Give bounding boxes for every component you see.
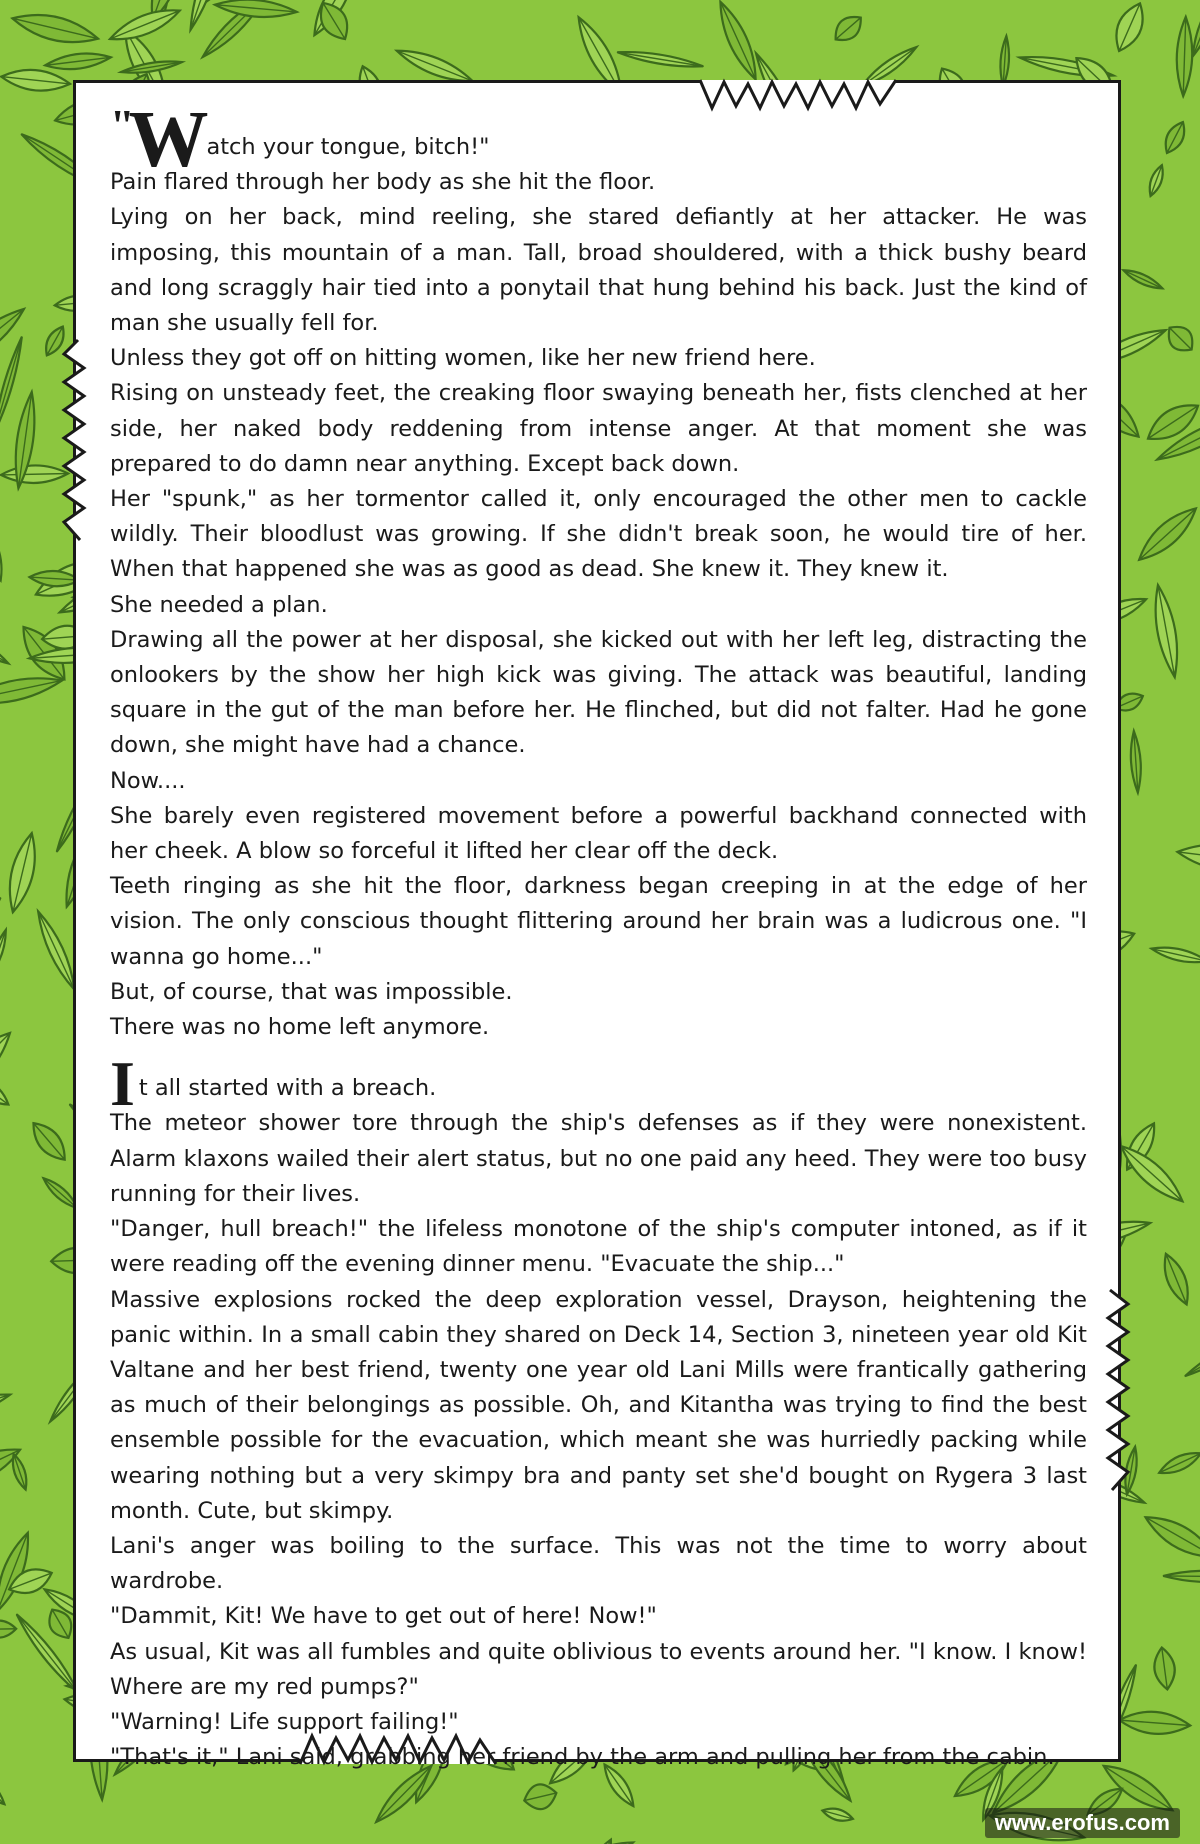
story-paragraph: She needed a plan. bbox=[110, 591, 328, 618]
leaf-shape bbox=[1177, 845, 1200, 870]
leaf-shape bbox=[573, 1840, 611, 1844]
leaf-shape bbox=[1185, 1336, 1200, 1376]
story-paragraph: Now.... bbox=[110, 767, 186, 794]
drop-cap-i: I bbox=[110, 1048, 135, 1120]
story-paragraph: "Dammit, Kit! We have to get out of here! Now!" bbox=[110, 1603, 657, 1630]
leaf-vein bbox=[720, 2, 755, 80]
leaf-shape bbox=[1146, 1517, 1200, 1557]
story-paragraph: But, of course, that was impossible. bbox=[110, 978, 513, 1005]
story-paragraph: Her "spunk," as her tormentor called it, only encouraged the other men to cackle wildly. Their bloodlust was growing. If she didn't break soon, he would tire of her. When that happened she was as good as dead. She knew it. They knew it. bbox=[110, 486, 1087, 583]
leaf-vein bbox=[0, 1629, 16, 1630]
drop-cap-w: W bbox=[128, 96, 207, 184]
section-break bbox=[110, 1045, 1087, 1059]
leaf-vein bbox=[38, 911, 74, 989]
leaf-shape bbox=[0, 1078, 8, 1105]
story-paragraph: Unless they got off on hitting women, like her new friend here. bbox=[110, 345, 816, 372]
story-paragraph: "Warning! Life support failing!" bbox=[110, 1708, 459, 1735]
story-paragraph: "That's it," Lani said, grabbing her friend by the arm and pulling her from the cabin. bbox=[110, 1744, 1055, 1771]
story-paragraph: "Danger, hull breach!" the lifeless monotone of the ship's computer intoned, as if it were reading off the evening dinner menu. "Evacuate the ship..." bbox=[110, 1216, 1087, 1278]
zigzag-edge-right bbox=[1092, 1290, 1132, 1490]
story-paragraph: Lani's anger was boiling to the surface. This was not the time to worry about wardrobe. bbox=[110, 1532, 1087, 1595]
leaf-shape bbox=[0, 337, 22, 433]
story-paragraph: Lying on her back, mind reeling, she stared defiantly at her attacker. He was imposing, this mountain of a man. Tall, broad shouldered, with a thick bushy beard and long scraggly hair tied into a ponytail that hung behind his back. Just the kind of man she usually fell for. bbox=[110, 204, 1087, 337]
leaf-shape bbox=[0, 1033, 10, 1098]
story-paragraph bbox=[110, 1048, 1087, 1120]
zigzag-edge-left bbox=[60, 340, 100, 540]
story-paragraph: Rising on unsteady feet, the creaking floor swaying beneath her, fists clenched at her side, her naked body reddening from intense anger. At that moment she was prepared to do damn near anything. Except back down. bbox=[110, 380, 1087, 477]
story-paragraph: The meteor shower tore through the ship's defenses as if they were nonexistent. Alarm klaxons wailed their alert status, but no one paid any heed. They were too busy running for their lives. bbox=[110, 1110, 1087, 1207]
story-paragraph: As usual, Kit was all fumbles and quite oblivious to events around her. "I know. I know! Where are my red pumps?" bbox=[110, 1638, 1087, 1700]
story-paragraph: There was no home left anymore. bbox=[110, 1014, 490, 1041]
story-paragraph: She barely even registered movement before a powerful backhand connected with her cheek. A blow so forceful it lifted her clear off the deck. bbox=[110, 802, 1087, 865]
story-paragraph: Teeth ringing as she hit the floor, darkness began creeping in at the edge of her vision. The only conscious thought flittering around her brain was a ludicrous one. "I wanna go home..." bbox=[110, 873, 1087, 970]
story-paragraph: Pain flared through her body as she hit the floor. bbox=[110, 169, 656, 196]
opening-quote-mark: " bbox=[110, 101, 135, 150]
leaf-vein bbox=[1139, 508, 1196, 559]
story-paragraph: Massive explosions rocked the deep exploration vessel, Drayson, heightening the panic within. In a small cabin they shared on Deck 14, Section 3, nineteen year old Kit Valtane and her best friend, twenty one year old Lani Mills were frantically gathering as much of their belongings as possible. Oh, and Kitantha was trying to find the best ensemble possible for the evacuation, which meant she was hurriedly packing while wearing nothing but a very skimpy bra and panty set she'd bought on Rygera 3 last month. Cute, but skimpy. bbox=[110, 1286, 1087, 1524]
leaf-shape bbox=[0, 1395, 10, 1420]
leaf-shape bbox=[0, 526, 1, 580]
section-opening-line: t all started with a breach. bbox=[138, 1075, 437, 1102]
story-paragraph: Drawing all the power at her disposal, she kicked out with her left leg, distracting the onlookers by the show her high kick was giving. The attack was beautiful, landing square in the gut of the man before her. He flinched, but did not falter. Had he gone down, she might have had a chance. bbox=[110, 626, 1087, 759]
leaf-vein bbox=[397, 51, 473, 81]
leaf-vein bbox=[1123, 270, 1162, 288]
opening-line: atch your tongue, bitch!" bbox=[206, 134, 490, 160]
site-watermark: www.erofus.com bbox=[985, 1808, 1180, 1838]
leaf-shape bbox=[0, 1771, 4, 1804]
leaf-vein bbox=[1121, 1146, 1182, 1201]
story-text bbox=[110, 96, 1087, 1775]
